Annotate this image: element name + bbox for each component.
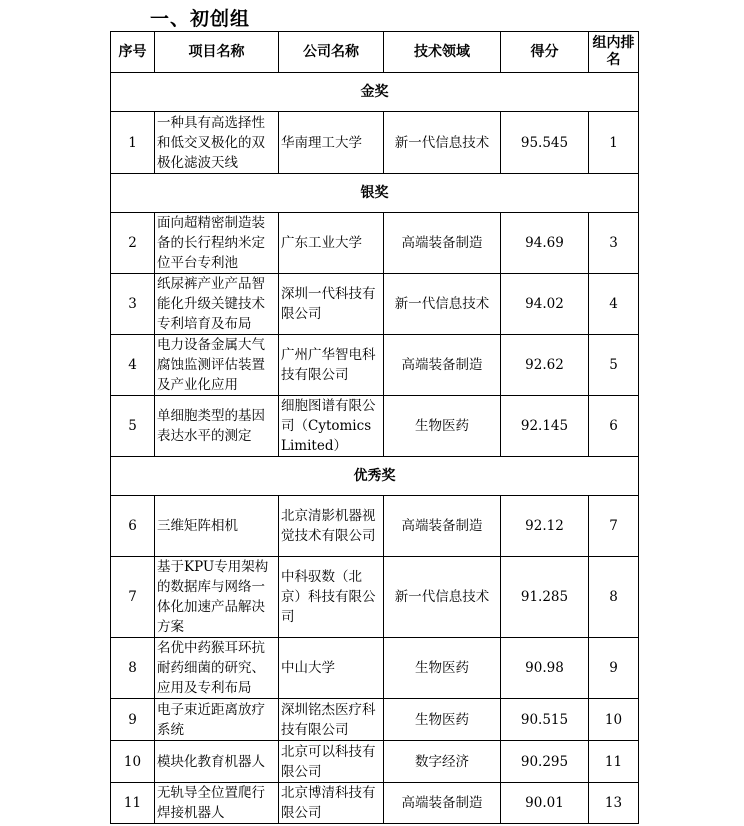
cell-seq: 6 — [111, 496, 155, 557]
cell-rank: 1 — [589, 112, 639, 174]
cell-company: 北京清影机器视觉技术有限公司 — [279, 496, 384, 557]
table-row — [111, 496, 639, 557]
cell-seq: 5 — [111, 396, 155, 457]
cell-seq: 4 — [111, 335, 155, 396]
table-row — [111, 783, 639, 824]
header-project: 项目名称 — [155, 32, 279, 73]
table-row — [111, 741, 639, 783]
cell-field: 新一代信息技术 — [384, 557, 501, 638]
cell-rank: 9 — [589, 638, 639, 699]
cell-project: 纸尿裤产业产品智能化升级关键技术专利培育及布局 — [155, 274, 279, 335]
table-row — [111, 274, 639, 335]
cell-rank: 3 — [589, 213, 639, 274]
cell-score: 92.12 — [501, 496, 589, 557]
cell-score: 94.69 — [501, 213, 589, 274]
cell-company: 深圳铭杰医疗科技有限公司 — [279, 699, 384, 741]
table-row — [111, 335, 639, 396]
cell-field: 高端装备制造 — [384, 213, 501, 274]
cell-project: 面向超精密制造装备的长行程纳米定位平台专利池 — [155, 213, 279, 274]
cell-field: 数字经济 — [384, 741, 501, 783]
cell-project: 模块化教育机器人 — [155, 741, 279, 783]
cell-seq: 11 — [111, 783, 155, 824]
cell-project: 单细胞类型的基因表达水平的测定 — [155, 396, 279, 457]
cell-field: 新一代信息技术 — [384, 112, 501, 174]
cell-field: 生物医药 — [384, 396, 501, 457]
cell-score: 92.62 — [501, 335, 589, 396]
cell-company: 华南理工大学 — [279, 112, 384, 174]
section-title: 银奖 — [111, 174, 639, 213]
cell-rank: 4 — [589, 274, 639, 335]
cell-company: 细胞图谱有限公司（Cytomics Limited） — [279, 396, 384, 457]
award-table — [110, 31, 639, 824]
cell-score: 91.285 — [501, 557, 589, 638]
cell-project: 一种具有高选择性和低交叉极化的双极化滤波天线 — [155, 112, 279, 174]
header-field: 技术领域 — [384, 32, 501, 73]
cell-company: 北京可以科技有限公司 — [279, 741, 384, 783]
header-seq: 序号 — [111, 32, 155, 73]
cell-seq: 8 — [111, 638, 155, 699]
section-row — [111, 73, 639, 112]
section-title: 优秀奖 — [111, 457, 639, 496]
cell-score: 90.295 — [501, 741, 589, 783]
cell-project: 名优中药猴耳环抗耐药细菌的研究、应用及专利布局 — [155, 638, 279, 699]
cell-company: 广东工业大学 — [279, 213, 384, 274]
table-row — [111, 213, 639, 274]
cell-score: 90.515 — [501, 699, 589, 741]
cell-score: 90.01 — [501, 783, 589, 824]
header-company: 公司名称 — [279, 32, 384, 73]
cell-field: 高端装备制造 — [384, 335, 501, 396]
cell-rank: 6 — [589, 396, 639, 457]
table-body — [111, 73, 639, 824]
header-rank: 组内排名 — [589, 32, 639, 73]
cell-field: 生物医药 — [384, 638, 501, 699]
cell-project: 电力设备金属大气腐蚀监测评估装置及产业化应用 — [155, 335, 279, 396]
cell-company: 深圳一代科技有限公司 — [279, 274, 384, 335]
cell-seq: 7 — [111, 557, 155, 638]
cell-score: 95.545 — [501, 112, 589, 174]
cell-rank: 13 — [589, 783, 639, 824]
table-row — [111, 396, 639, 457]
cell-rank: 11 — [589, 741, 639, 783]
cell-company: 中山大学 — [279, 638, 384, 699]
table-header-row — [111, 32, 639, 73]
cell-project: 基于KPU专用架构的数据库与网络一体化加速产品解决方案 — [155, 557, 279, 638]
cell-company: 中科驭数（北京）科技有限公司 — [279, 557, 384, 638]
table-row — [111, 112, 639, 174]
header-score: 得分 — [501, 32, 589, 73]
table-row — [111, 638, 639, 699]
table-row — [111, 699, 639, 741]
cell-rank: 7 — [589, 496, 639, 557]
section-row — [111, 457, 639, 496]
cell-score: 94.02 — [501, 274, 589, 335]
cell-seq: 10 — [111, 741, 155, 783]
cell-score: 90.98 — [501, 638, 589, 699]
cell-rank: 5 — [589, 335, 639, 396]
section-title: 金奖 — [111, 73, 639, 112]
cell-seq: 3 — [111, 274, 155, 335]
cell-project: 无轨导全位置爬行焊接机器人 — [155, 783, 279, 824]
cell-seq: 9 — [111, 699, 155, 741]
cell-field: 新一代信息技术 — [384, 274, 501, 335]
cell-field: 高端装备制造 — [384, 496, 501, 557]
cell-field: 高端装备制造 — [384, 783, 501, 824]
cell-project: 电子束近距离放疗系统 — [155, 699, 279, 741]
cell-rank: 10 — [589, 699, 639, 741]
page-heading: 一、初创组 — [150, 8, 251, 30]
cell-project: 三维矩阵相机 — [155, 496, 279, 557]
cell-score: 92.145 — [501, 396, 589, 457]
cell-seq: 1 — [111, 112, 155, 174]
cell-company: 广州广华智电科技有限公司 — [279, 335, 384, 396]
cell-seq: 2 — [111, 213, 155, 274]
table-row — [111, 557, 639, 638]
cell-rank: 8 — [589, 557, 639, 638]
cell-field: 生物医药 — [384, 699, 501, 741]
section-row — [111, 174, 639, 213]
cell-company: 北京博清科技有限公司 — [279, 783, 384, 824]
